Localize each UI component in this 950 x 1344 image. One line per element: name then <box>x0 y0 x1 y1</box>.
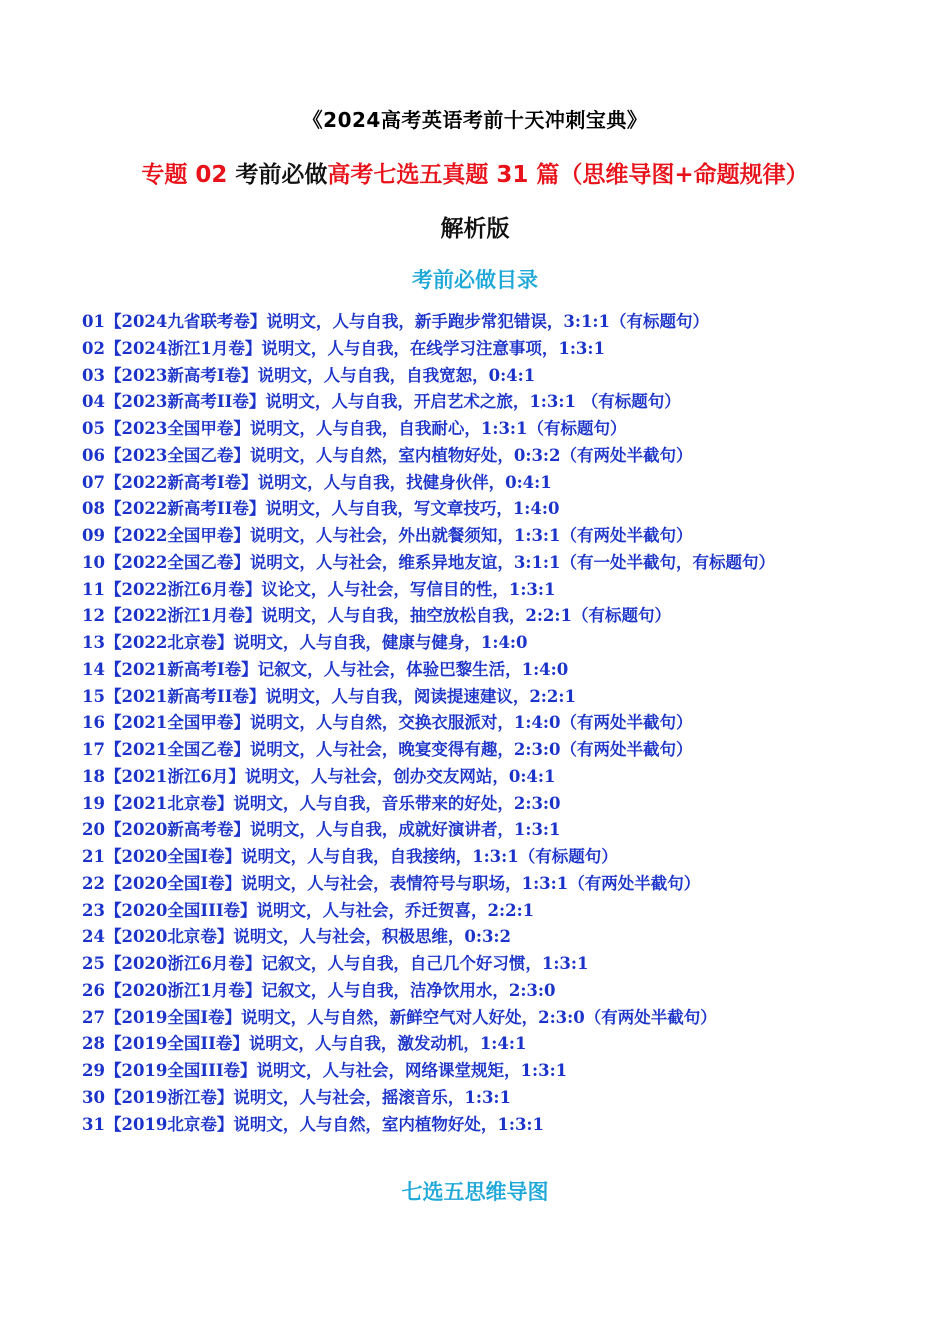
toc-item[interactable]: 24【2020北京卷】说明文，人与社会，积极思维，0:3:2 <box>82 927 512 947</box>
toc-item[interactable]: 11【2022浙江6月卷】议论文，人与社会，写信目的性，1:3:1 <box>82 579 556 599</box>
toc-item[interactable]: 28【2019全国II卷】说明文，人与自我，激发动机，1:4:1 <box>82 1034 527 1054</box>
toc-item[interactable]: 13【2022北京卷】说明文，人与自我，健康与健身，1:4:0 <box>82 633 528 652</box>
topic-label: 考前必做 <box>235 162 328 188</box>
toc-item[interactable]: 08【2022新高考II卷】说明文，人与自我，写文章技巧，1:4:0 <box>82 499 560 519</box>
toc-item[interactable]: 01【2024九省联考卷】说明文，人与自我，新手跑步常犯错误，3:1:1（有标题句） <box>82 312 710 331</box>
toc-item[interactable]: 02【2024浙江1月卷】说明文，人与自我，在线学习注意事项，1:3:1 <box>82 338 605 358</box>
toc-item[interactable]: 09【2022全国甲卷】说明文，人与社会，外出就餐须知，1:3:1（有两处半截句） <box>82 526 693 545</box>
toc-item[interactable]: 29【2019全国III卷】说明文，人与社会，网络课堂规矩，1:3:1 <box>82 1061 568 1080</box>
toc-item[interactable]: 27【2019全国I卷】说明文，人与自然，新鲜空气对人好处，2:3:0（有两处半截句） <box>82 1007 717 1027</box>
topic-number: 专题 02 <box>141 162 236 188</box>
book-title: 《2024高考英语考前十天冲刺宝典》 <box>302 108 648 132</box>
toc-item[interactable]: 07【2022新高考I卷】说明文，人与自我，找健身伙伴，0:4:1 <box>82 472 552 492</box>
topic-description: 高考七选五真题 31 篇（思维导图+命题规律） <box>327 162 809 188</box>
toc-item[interactable]: 15【2021新高考II卷】说明文，人与自我，阅读提速建议，2:2:1 <box>82 686 576 706</box>
toc-item[interactable]: 31【2019北京卷】说明文，人与自然，室内植物好处，1:3:1 <box>82 1114 545 1134</box>
edition-subtitle: 解析版 <box>440 216 510 242</box>
toc-item[interactable]: 19【2021北京卷】说明文，人与自我，音乐带来的好处，2:3:0 <box>82 793 561 813</box>
topic-title <box>0 156 950 189</box>
toc-item[interactable]: 30【2019浙江卷】说明文，人与社会，摇滚音乐，1:3:1 <box>82 1087 512 1107</box>
toc-item[interactable]: 04【2023新高考II卷】说明文，人与自我，开启艺术之旅，1:3:1 （有标题句） <box>82 392 681 412</box>
toc-item[interactable]: 18【2021浙江6月】说明文，人与社会，创办交友网站，0:4:1 <box>82 766 556 786</box>
toc-item[interactable]: 03【2023新高考I卷】说明文，人与自我，自我宽恕，0:4:1 <box>82 365 536 385</box>
toc-item[interactable]: 06【2023全国乙卷】说明文，人与自然，室内植物好处，0:3:2（有两处半截句） <box>82 445 693 465</box>
toc-item[interactable]: 21【2020全国I卷】说明文，人与自我，自我接纳，1:3:1（有标题句） <box>82 847 618 866</box>
toc-item[interactable]: 23【2020全国III卷】说明文，人与社会，乔迁贺喜，2:2:1 <box>82 900 535 920</box>
toc-heading: 考前必做目录 <box>412 268 538 292</box>
toc-item[interactable]: 05【2023全国甲卷】说明文，人与自我，自我耐心，1:3:1（有标题句） <box>82 419 627 438</box>
toc-item[interactable]: 16【2021全国甲卷】说明文，人与自然，交换衣服派对，1:4:0（有两处半截句） <box>82 713 693 733</box>
toc-item[interactable]: 17【2021全国乙卷】说明文，人与社会，晚宴变得有趣，2:3:0（有两处半截句） <box>82 740 693 759</box>
mindmap-section-heading: 七选五思维导图 <box>401 1180 549 1204</box>
toc-item[interactable]: 26【2020浙江1月卷】记叙文，人与自我，洁净饮用水，2:3:0 <box>82 980 556 1000</box>
toc-item[interactable]: 10【2022全国乙卷】说明文，人与社会，维系异地友谊，3:1:1（有一处半截句，有标题句） <box>82 552 776 572</box>
toc-item[interactable]: 20【2020新高考卷】说明文，人与自我，成就好演讲者，1:3:1 <box>82 820 561 840</box>
toc-item[interactable]: 14【2021新高考I卷】记叙文，人与社会，体验巴黎生活，1:4:0 <box>82 659 569 679</box>
toc-item[interactable]: 25【2020浙江6月卷】记叙文，人与自我，自己几个好习惯，1:3:1 <box>82 954 589 973</box>
toc-item[interactable]: 22【2020全国I卷】说明文，人与社会，表情符号与职场，1:3:1（有两处半截句） <box>82 873 701 893</box>
toc-list <box>82 309 932 1138</box>
toc-item[interactable]: 12【2022浙江1月卷】说明文，人与自我，抽空放松自我，2:2:1（有标题句） <box>82 606 671 626</box>
